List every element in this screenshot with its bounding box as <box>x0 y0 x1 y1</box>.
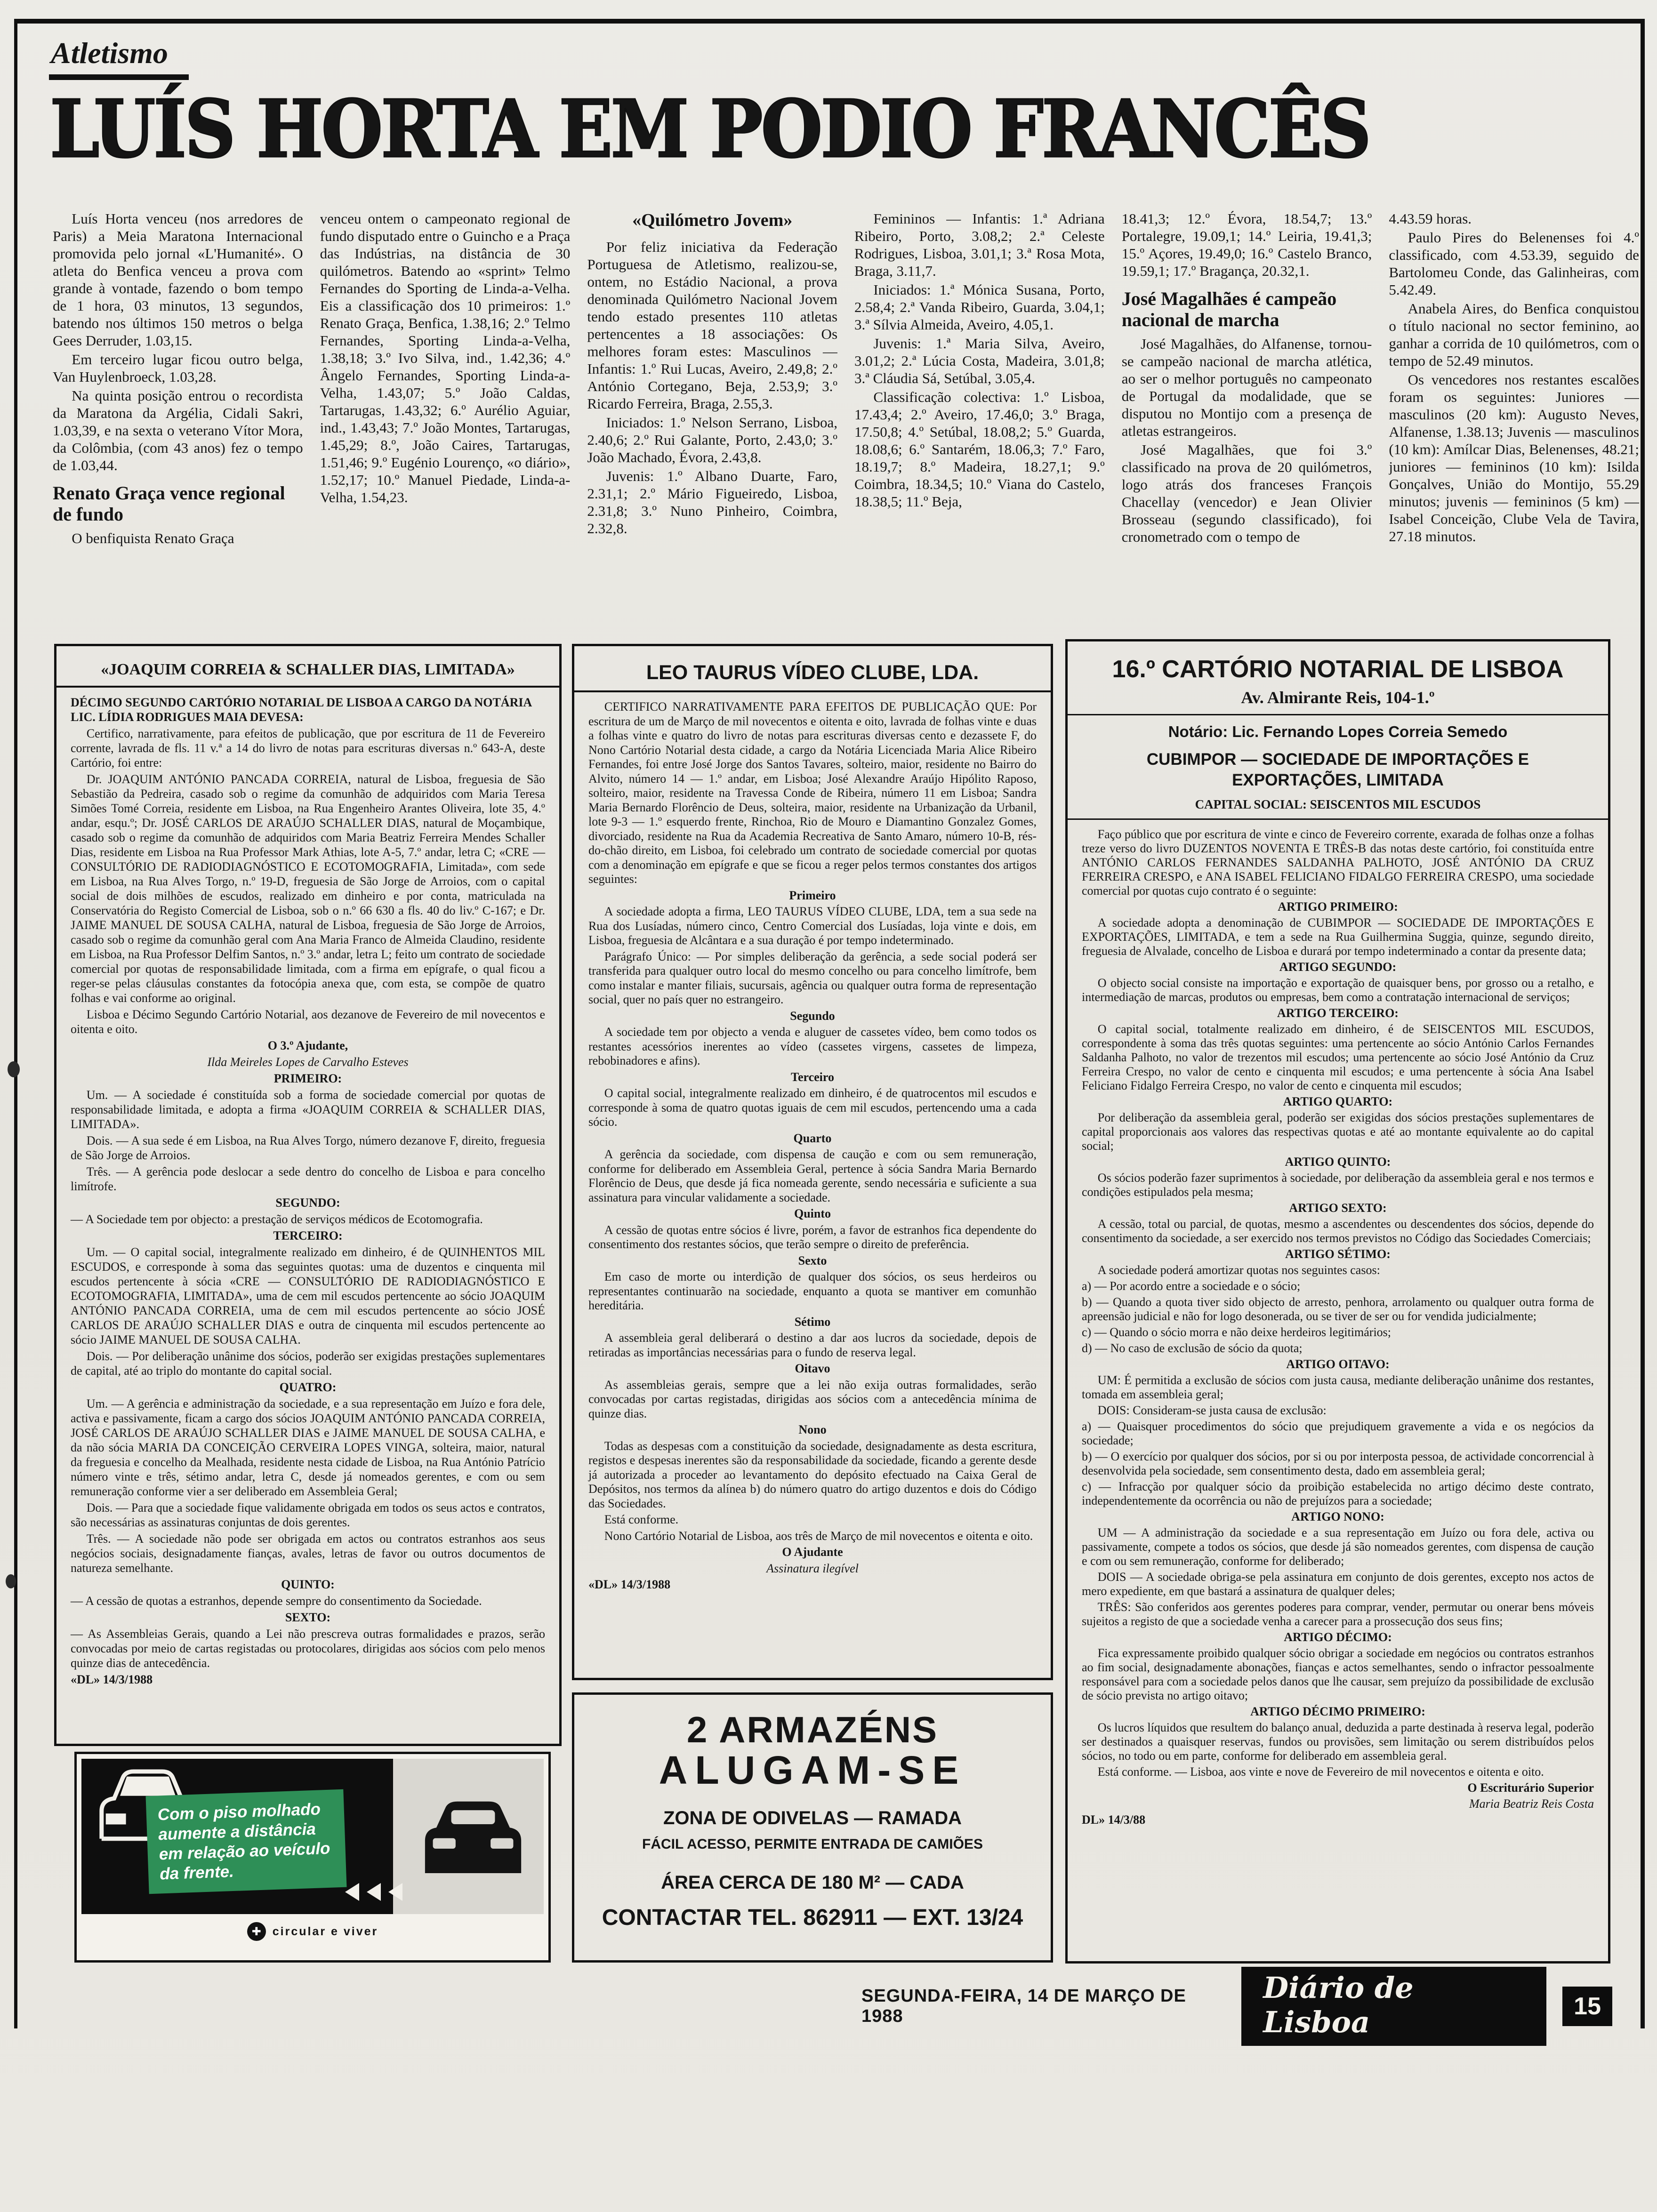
notice-cartorio <box>1065 639 1610 1964</box>
paragraph: Em caso de morte ou interdição de qualquer dos sócios, os seus herdeiros ou representantes continuarão na sociedade, enquanto a quota se mantiver em comunhão hereditária. <box>588 1270 1037 1312</box>
page-number: 15 <box>1562 1987 1612 2026</box>
paragraph: Quarto <box>793 1131 832 1145</box>
company-name: CUBIMPOR — SOCIEDADE DE IMPORTAÇÕES E EXPORTAÇÕES, LIMITADA <box>1146 750 1529 789</box>
paragraph: DL» 14/3/88 <box>1082 1813 1146 1827</box>
paragraph: Terceiro <box>791 1070 834 1084</box>
paragraph: O capital social, totalmente realizado em dinheiro, é de SEISCENTOS MIL ESCUDOS, correspondente à soma das três quotas seguintes: uma pertencente ao sócio António Carlos Fernandes Saldanha Palhoto, no valor de trezentos mil escudos; uma pertencente ao sócio José António da Cruz Ferreira Crespo, no valor de cento e cinquenta mil escudos; e uma pertencente à sócia Ana Isabel Feliciano Fidalgo Ferreira Crespo, no valor de cento e cinquenta mil escudos; <box>1082 1022 1594 1092</box>
paragraph: A gerência da sociedade, com dispensa de caução e com ou sem remuneração, conforme for deliberado em Assembleia Geral, pertence à sócia Sandra Maria Bernardo Florêncio de Deus, que desde já fica nomeada gerente, sendo necessária e suficiente a sua assinatura para vincular validamente a sociedade. <box>588 1147 1037 1204</box>
paragraph: QUINTO: <box>281 1578 335 1591</box>
paragraph: — A cessão de quotas a estranhos, depende sempre do consentimento da Sociedade. <box>71 1594 482 1608</box>
paragraph: ARTIGO SEXTO: <box>1289 1201 1387 1215</box>
car-rear-icon <box>412 1792 534 1881</box>
paragraph: SEGUNDO: <box>275 1196 340 1210</box>
paragraph: «Quilómetro Jovem» <box>632 210 793 230</box>
paragraph: O Escriturário Superior <box>1467 1781 1594 1795</box>
paragraph: José Magalhães é campeão nacional de marcha <box>1121 288 1337 330</box>
page-border-top <box>14 19 1645 24</box>
notary-office-title: 16.º CARTÓRIO NOTARIAL DE LISBOA <box>1112 656 1564 683</box>
paragraph: — As Assembleias Gerais, quando a Lei não prescreva outras formalidades e prazos, serão convocadas por meio de cartas registadas ou protocolares, dirigidas aos sócios com pelo menos quinze dias de antecedência. <box>71 1627 545 1670</box>
paragraph: Três. — A sociedade não pode ser obrigada em actos ou contratos estranhos aos seus negócios sociais, designadamente fianças, avales, letras de favor ou outros documentos de natureza semelhante. <box>71 1532 545 1575</box>
section-label-text: Atletismo <box>51 36 168 70</box>
paragraph: CERTIFICO NARRATIVAMENTE PARA EFEITOS DE PUBLICAÇÃO QUE: Por escritura de um de Março de mil novecentos e oitenta e oito, lavrada de folhas vinte e duas a folhas vinte e quatro do livro de notas para escrituras diversas cento e dezassete F, do Nono Cartório Notarial desta cidade, a cargo da Notária Licenciada Maria Alice Ribeiro Fernandes, foi entre José Jorge dos Santos Tavares, solteiro, maior, residente no Bairro do Alvito, número 14 — 1.º andar, em Lisboa; José Alexandre Araújo Hipólito Raposo, solteiro, maior, residente na Travessa Conde de Ribeira, número 11 em Lisboa; Sandra Maria Bernardo Florêncio de Deus, solteira, maior, residente na Urbanização da Urbanil, lote 9-3 — 1.º esquerdo frente, Rinchoa, Rio de Mouro e Diamantino Gonzalez Gomes, divorciado, residente na Rua da Academia Recreativa de Santo Amaro, número 10-B, rés-do-chão direito, em Lisboa, foi celebrado um contrato de sociedade comercial por quotas com a denominação em epígrafe e que se ficou a reger pelos termos constantes dos artigos seguintes: <box>588 700 1037 886</box>
ad-headline-line2: ALUGAM-SE <box>659 1747 966 1792</box>
ad-warehouses <box>572 1692 1053 1963</box>
divider <box>56 686 559 688</box>
paragraph: Maria Beatriz Reis Costa <box>1469 1797 1594 1811</box>
paragraph: Em terceiro lugar ficou outro belga, Van Huylenbroeck, 1.03,28. <box>53 351 303 385</box>
paragraph: ARTIGO TERCEIRO: <box>1277 1006 1399 1020</box>
paragraph: ARTIGO SEGUNDO: <box>1279 960 1397 974</box>
paragraph: Iniciados: 1.º Nelson Serrano, Lisboa, 2.40,6; 2.º Rui Galante, Porto, 2.43,0; 3.º João Machado, Évora, 2.43,8. <box>587 414 838 465</box>
paragraph: Por feliz iniciativa da Federação Portuguesa de Atletismo, realizou-se, ontem, no Estádio Nacional, a prova denominada Quilómetro Nacional Jovem tendo estado presentes 110 atletas pertencentes a 18 associações: Os melhores foram estes: Masculinos — Infantis: 1.º Rui Lucas, Aveiro, 2.49,8; 2.º António Cortegano, Beja, 2.53,9; 3.º Ricardo Ferreira, Braga, 2.55,3. <box>587 239 838 412</box>
notice-body <box>588 700 1037 1592</box>
paragraph: ARTIGO NONO: <box>1291 1510 1384 1523</box>
paragraph: Quinto <box>794 1207 831 1220</box>
paragraph: Um. — O capital social, integralmente realizado em dinheiro, é de QUINHENTOS MIL ESCUDOS, e corresponde à soma das seguintes quotas: uma de duzentos e cinquenta mil escudos pertencente à sócia «CRE — CONSULTÓRIO DE RADIODIAGNÓSTICO E ECOTOMOGRAFIA, LIMITADA», uma de cem mil escudos pertencente ao sócio JOAQUIM ANTÓNIO PANCADA CORREIA, uma de cem mil escudos pertencente ao sócio JOSÉ CARLOS DE ARAÚJO SCHALLER DIAS e outra de cinquenta mil escudos pertencente ao sócio JAIME MANUEL DE SOUSA CALHA. <box>71 1245 545 1346</box>
paragraph: Na quinta posição entrou o recordista da Maratona da Argélia, Cidali Sakri, 1.03,39, e na sexta o veterano Vítor Mora, da Colômbia, (com 43 anos) fez o tempo de 1.03,44. <box>53 387 303 473</box>
paragraph: venceu ontem o campeonato regional de fundo disputado entre o Guincho e a Praça das Indústrias, na distância de 30 quilómetros. Batendo ao «sprint» Telmo Fernandes do Sporting de Linda-a-Velha. Eis a classificação dos 10 primeiros: 1.º Renato Graça, Benfica, 1.38,16; 2.º Telmo Fernandes, Sporting Linda-a-Velha, 1.38,18; 3.º Ivo Silva, ind., 1.42,36; 4.º Ângelo Fernandes, Sporting Linda-a-Velha, 1.43,07; 5.º João Caldas, Tartarugas, 1.43,32; 6.º Aurélio Aguiar, ind., 1.43,43; 7.º João Montes, Tartarugas, 1.45,29; 8.º, João Caires, Tartarugas, 1.51,46; 9.º Eugénio Lourenço, «o diário», 1.52,17; 10.º Manuel Piedade, Linda-a-Velha, 1.54,23. <box>320 210 571 505</box>
paragraph: a) — Quaisquer procedimentos do sócio que prejudiquem gravemente a vida e os negócios da sociedade; <box>1082 1419 1594 1447</box>
divider <box>1068 818 1608 820</box>
article-column-1 <box>53 210 303 628</box>
paragraph: ARTIGO SÉTIMO: <box>1285 1247 1391 1261</box>
paragraph: O benfiquista Renato Graça <box>72 530 234 546</box>
athletics-article <box>53 210 1639 628</box>
campaign-name: circular e viver <box>272 1924 378 1938</box>
paragraph: Parágrafo Único: — Por simples deliberação da gerência, a sede social poderá ser transferida para qualquer outro local do mesmo concelho ou para concelho limítrofe, bem como instalar e manter filiais, sucursais, agência ou qualquer outra forma de representação social, quer no país quer no estrangeiro. <box>588 949 1037 1006</box>
paragraph: b) — Quando a quota tiver sido objecto de arresto, penhora, arrolamento ou qualquer outra forma de apreensão judicial e não for logo desonerada, ou se tiver de ser ou for vendida judicialmente; <box>1082 1295 1594 1323</box>
paragraph: Juvenis: 1.º Albano Duarte, Faro, 2.31,1; 2.º Mário Figueiredo, Lisboa, 2.31,8; 3.º Nuno Pinheiro, Coimbra, 2.32,8. <box>587 468 838 537</box>
paragraph: Primeiro <box>789 888 836 902</box>
ad-graphic <box>81 1759 544 1914</box>
paragraph: ARTIGO PRIMEIRO: <box>1278 900 1398 914</box>
paragraph: Dois. — A sua sede é em Lisboa, na Rua Alves Torgo, número dezanove F, direito, freguesia de São Jorge de Arroios. <box>71 1134 545 1162</box>
paragraph: Faço público que por escritura de vinte e cinco de Fevereiro corrente, exarada de folhas onze a folhas treze verso do livro DUZENTOS NOVENTA E TRÊS-B das notas deste cartório, foi constituída entre ANTÓNIO CARLOS FERNANDES SALDANHA PALHOTO, JOSÉ ANTÓNIO DA CRUZ FERREIRA CRESPO, e ANA ISABEL FELICIANO FIDALGO FERREIRA CRESPO, uma sociedade comercial por quotas cujo contrato é o seguinte: <box>1082 827 1594 898</box>
paragraph: A cessão, total ou parcial, de quotas, mesmo a ascendentes ou descendentes dos sócios, depende do consentimento da sociedade, a ser exercido nos termos previstos no Código das Sociedades Comerciais; <box>1082 1217 1594 1245</box>
paragraph: A sociedade tem por objecto a venda e aluguer de cassetes vídeo, bem como todos os restantes acessórios inerentes ao vídeo (cassetes virgens, cassetes de limpeza, rebobinadores e afins). <box>588 1025 1037 1067</box>
paragraph: Renato Graça vence regional de fundo <box>53 482 285 525</box>
page-border-right <box>1641 19 1645 2028</box>
paragraph: Assinatura ilegível <box>766 1561 859 1575</box>
paragraph: 18.41,3; 12.º Évora, 18.54,7; 13.º Portalegre, 19.09,1; 14.º Leiria, 19.41,3; 15.º Açores, 19.49,0; 16.º Castelo Branco, 19.59,1; 17.º Bragança, 20.32,1. <box>1121 210 1372 279</box>
paragraph: Dois. — Para que a sociedade fique validamente obrigada em todos os seus actos e contratos, são necessárias as assinaturas conjuntas de dois gerentes. <box>71 1501 545 1529</box>
paragraph: Está conforme. <box>604 1513 679 1526</box>
paragraph: Sétimo <box>794 1314 831 1329</box>
paragraph: Por deliberação da assembleia geral, poderão ser exigidas dos sócios prestações suplementares de capital proporcionais aos valores das respectivas quotas e até ao montante equivalente ao do capital social; <box>1082 1111 1594 1153</box>
paragraph: Classificação colectiva: 1.º Lisboa, 17.43,4; 2.º Aveiro, 17.46,0; 3.º Braga, 17.50,8; 4.º Setúbal, 18.08,2; 5.º Guarda, 18.08,6; 6.º Santarém, 18.06,3; 7.º Faro, 18.19,7; 8.º Madeira, 18.27,1; 9.º Coimbra, 18.34,5; 10.º Viana do Castelo, 18.38,5; 11.º Beja, <box>854 389 1105 510</box>
ad-zone-line: ZONA DE ODIVELAS — RAMADA <box>663 1808 962 1829</box>
paragraph: O 3.º Ajudante, <box>267 1039 348 1052</box>
paragraph: «DL» 14/3/1988 <box>588 1578 671 1591</box>
paragraph: ARTIGO DÉCIMO PRIMEIRO: <box>1250 1705 1425 1718</box>
paragraph: DÉCIMO SEGUNDO CARTÓRIO NOTARIAL DE LISBOA A CARGO DA NOTÁRIA LIC. LÍDIA RODRIGUES MAIA DEVESA: <box>71 696 531 724</box>
paragraph: Ilda Meireles Lopes de Carvalho Esteves <box>207 1055 409 1069</box>
paragraph: Dr. JOAQUIM ANTÓNIO PANCADA CORREIA, natural de Lisboa, freguesia de São Sebastião da Pedreira, casado sob o regime da comunhão de adquiridos com Maria Teresa Simões Tomé Correia, residente em Lisboa, na Rua Engenheiro Arantes Oliveira, lote 35, 4.º andar, esqu.º; Dr. JOSÉ CARLOS DE ARAÚJO SCHALLER DIAS, natural de Moçambique, casado sob o regime da comunhão de adquiridos com Maria Beatriz Ferreira Mendes Schaller Dias, residente em Lisboa na Rua Professor Mark Athias, lote A-5, 7.º andar, letra C; «CRE — CONSULTÓRIO DE RADIODIAGNÓSTICO E ECOTOMOGRAFIA, Limitada», com sede em Lisboa, na Rua Alves Torgo, n.º 19-D, freguesia de São Jorge de Arroios, com o capital social de dois milhões de escudos, realizado em dinheiro e por conta, matriculada na Conservatória do Registo Comercial de Lisboa, sob o n.º 66 630 a fls. 40 do liv.º C-167; e Dr. JAIME MANUEL DE SOUSA CALHA, natural de Lisboa, freguesia de São Jorge de Arroios, casado sob o regime da comunhão geral com Ana Maria Franco de Almeida Claudino, residente em Lisboa, na Rua Professor Delfim Santos, n.º 3.º andar, letra L; feito um contrato de sociedade comercial por quotas de responsabilidade limitada, com a firma em epígrafe, o qual ficou a reger-se pelas cláusulas constantes da fotocópia anexa que, com esta, se compõe de quatro folhas e vai conforme ao original. <box>71 772 545 1005</box>
paragraph: O objecto social consiste na importação e exportação de quaisquer bens, por grosso ou a retalho, e intermediação de marcas, produtos ou empresas, bem como a contratação internacional de serviços; <box>1082 976 1594 1004</box>
safety-campaign-logo: ✚ <box>247 1922 266 1941</box>
paragraph: Um. — A sociedade é constituída sob a forma de sociedade comercial por quotas de responsabilidade limitada, e adopta a firma «JOAQUIM CORREIA & SCHALLER DIAS, LIMITADA». <box>71 1088 545 1131</box>
paragraph: A cessão de quotas entre sócios é livre, porém, a favor de estranhos fica dependente do consentimento dos restantes sócios, que terão sempre o direito de preferência. <box>588 1223 1037 1251</box>
paragraph: c) — Infracção por qualquer sócio da proibição estabelecida no artigo décimo deste contrato, independentemente da ocorrência ou não de prejuízos para a sociedade; <box>1082 1480 1594 1507</box>
paragraph: Paulo Pires do Belenenses foi 4.º classificado, com 4.53.39, seguido de Bartolomeu Conde, das Galinheiras, com 5.42.49. <box>1389 229 1639 298</box>
paragraph: As assembleias gerais, sempre que a lei não exija outras formalidades, serão convocadas por cartas registadas, dirigidas aos sócios com a antecedência mínima de quinze dias. <box>588 1378 1037 1420</box>
paragraph: Juvenis: 1.ª Maria Silva, Aveiro, 3.01,2; 2.ª Lúcia Costa, Madeira, 3.01,8; 3.ª Cláudia Sá, Setúbal, 3.05,4. <box>854 335 1105 386</box>
page-border-left <box>14 19 17 2028</box>
paragraph: a) — Por acordo entre a sociedade e o sócio; <box>1082 1279 1301 1293</box>
notice-joaquim-schaller <box>54 644 562 1746</box>
newspaper-masthead: Diário de Lisboa <box>1241 1967 1546 2046</box>
paragraph: b) — O exercício por qualquer dos sócios, por si ou por interposta pessoa, de actividade concorrencial à desenvolvida pela sociedade, sem consentimento desta, dado em assembleia geral; <box>1082 1450 1594 1477</box>
footer-date: SEGUNDA-FEIRA, 14 DE MARÇO DE 1988 <box>861 1986 1186 2026</box>
notary-name: Notário: Lic. Fernando Lopes Correia Semedo <box>1168 723 1508 740</box>
paragraph: A sociedade poderá amortizar quotas nos seguintes casos: <box>1097 1263 1380 1277</box>
paragraph: UM: É permitida a exclusão de sócios com justa causa, mediante deliberação unânime dos restantes, tomada em assembleia geral; <box>1082 1373 1594 1401</box>
paragraph: Dois. — Por deliberação unânime dos sócios, poderão ser exigidas prestações suplementares de capital, até ao triplo do montante do capital social. <box>71 1349 545 1378</box>
paragraph: TERCEIRO: <box>273 1229 343 1242</box>
notice-title: LEO TAURUS VÍDEO CLUBE, LDA. <box>646 661 979 684</box>
ink-mark <box>6 1574 16 1588</box>
paragraph: Certifico, narrativamente, para efeitos de publicação, que por escritura de 11 de Fevereiro corrente, lavrada de fls. 11 v.ª a 14 do livro de notas para escrituras diversas n.º 643-A, deste Cartório, foi entre: <box>71 727 545 769</box>
paragraph: Está conforme. — Lisboa, aos vinte e nove de Fevereiro de mil novecentos e oitenta e oito. <box>1097 1765 1544 1779</box>
paragraph: «DL» 14/3/1988 <box>71 1673 153 1686</box>
paragraph: TRÊS: São conferidos aos gerentes poderes para comprar, vender, permutar ou onerar bens móveis sujeitos a registo de que a sociedade venha a carecer para a prossecução dos seus fins; <box>1082 1600 1594 1628</box>
ink-mark <box>8 1061 20 1077</box>
notary-address: Av. Almirante Reis, 104-1.º <box>1241 688 1435 707</box>
headline: LUÍS HORTA EM PODIO FRANCÊS <box>50 83 1370 176</box>
article-column-4 <box>854 210 1105 628</box>
paragraph: ARTIGO QUINTO: <box>1285 1155 1391 1169</box>
divider <box>1068 714 1608 715</box>
paragraph: Nono <box>798 1423 827 1436</box>
paragraph: Segundo <box>790 1009 835 1023</box>
paragraph: Fica expressamente proibido qualquer sócio obrigar a sociedade em negócios ou contratos estranhos ao fim social, designadamente abonações, fianças e actos semelhantes, sendo o infractor pessoalmente responsável para com a sociedade pelos danos que lhe causar, sem prejuízo da possibilidade de exclusão de sócio prevista no artigo oitavo; <box>1082 1646 1594 1702</box>
ad-road-safety <box>74 1752 551 1963</box>
notice-title: «JOAQUIM CORREIA & SCHALLER DIAS, LIMITADA» <box>101 661 515 678</box>
ad-contact-line: CONTACTAR TEL. 862911 — EXT. 13/24 <box>602 1905 1023 1931</box>
paragraph: Três. — A gerência pode deslocar a sede dentro do concelho de Lisboa e para concelho limítrofe. <box>71 1165 545 1193</box>
paragraph: José Magalhães, que foi 3.º classificado na prova de 20 quilómetros, logo atrás dos franceses François Chacellay (vencedor) e Jean Olivier Brosseau (segundo classificado), foi cronometrado com o tempo de <box>1121 441 1372 545</box>
page-footer <box>861 1971 1612 2039</box>
ad-area-line: ÁREA CERCA DE 180 M² — CADA <box>661 1872 964 1893</box>
paragraph: Um. — A gerência e administração da sociedade, e a sua representação em Juízo e fora dele, activa e passivamente, ficam a cargo dos sócios JOAQUIM ANTÓNIO PANCADA CORREIA, JOSÉ CARLOS DE ARAÚJO SCHALLER DIAS e JAIME MANUEL DE SOUSA CALHA, e da não sócia MARIA DA CONCEIÇÃO CERVEIRA LOPES VINGA, solteira, maior, natural da freguesia e concelho da Mealhada, residente nesta cidade de Lisboa, na Rua António Patrício número vinte e três, sétimo andar, letra C, desde já nomeados gerentes, e com ou sem remuneração conforme vier a ser deliberado em Assembleia Geral; <box>71 1397 545 1498</box>
paragraph: PRIMEIRO: <box>273 1072 342 1085</box>
ad-access-line: FÁCIL ACESSO, PERMITE ENTRADA DE CAMIÕES <box>642 1836 983 1852</box>
paragraph: DOIS: Consideram-se justa causa de exclusão: <box>1097 1403 1327 1417</box>
paragraph: SEXTO: <box>285 1611 331 1624</box>
capital-line: CAPITAL SOCIAL: SEISCENTOS MIL ESCUDOS <box>1195 797 1481 811</box>
paragraph: Os lucros líquidos que resultem do balanço anual, deduzida a parte destinada à reserva legal, poderão ser destinados a quaisquer reservas, fundos ou provisões, sem limitação ou serem distribuídos pelos sócios, no todo ou em parte, conforme for deliberado em assembleia geral. <box>1082 1721 1594 1763</box>
paragraph: 4.43.59 horas. <box>1389 210 1472 227</box>
paragraph: ARTIGO DÉCIMO: <box>1284 1630 1392 1644</box>
paragraph: O Ajudante <box>782 1545 843 1559</box>
paragraph: d) — No caso de exclusão de sócio da quota; <box>1082 1341 1303 1355</box>
paragraph: Sexto <box>798 1253 827 1267</box>
notice-leo-taurus <box>572 644 1053 1680</box>
paragraph: O capital social, integralmente realizado em dinheiro, é de quatrocentos mil escudos e corresponde à soma de quatro quotas iguais de cem mil escudos, pertencendo uma a cada sócio. <box>588 1086 1037 1129</box>
safety-slogan: Com o piso molhado aumente a distância em relação ao veículo da frente. <box>157 1800 331 1883</box>
paragraph: Oitavo <box>795 1362 830 1375</box>
paragraph: c) — Quando o sócio morra e não deixe herdeiros legitimários; <box>1082 1325 1392 1339</box>
notice-body <box>1082 827 1594 1827</box>
paragraph: Os vencedores nos restantes escalões foram os seguintes: Juniores — masculinos (20 km): Augusto Neves, Alfanense, 1.38.13; Juvenis — masculinos (10 km): Amílcar Dias, Belenenses, 48.21; juniores — femininos (10 km): Isilda Gonçalves, União do Montijo, 55.29 minutos; juvenis — femininos (5 km) — Isabel Conceição, Clube Vela de Tavira, 27.18 minutos. <box>1389 371 1639 545</box>
paragraph: A assembleia geral deliberará o destino a dar aos lucros da sociedade, depois de retiradas as importâncias necessárias para o fundo de reserva legal. <box>588 1331 1037 1359</box>
paragraph: A sociedade adopta a firma, LEO TAURUS VÍDEO CLUBE, LDA, tem a sua sede na Rua dos Lusíadas, número cinco, Centro Comercial dos Lusíadas, loja vinte e dois, em Lisboa, freguesia de Alcântara e a sua duração é por tempo indeterminado. <box>588 905 1037 947</box>
article-column-3 <box>587 210 837 628</box>
safety-slogan-panel <box>145 1789 346 1894</box>
article-column-2 <box>320 210 571 628</box>
paragraph: Luís Horta venceu (nos arredores de Paris) a Meia Maratona Internacional promovida pelo jornal «L'Humanité». O atleta do Benfica venceu a prova com grande à vontade, fazendo o bom tempo de 1 hora, 03 minutos, 13 segundos, batendo nos últimos 150 metros o belga Gees Derruder, 1.03,15. <box>53 210 303 349</box>
ad-campaign-footer <box>81 1914 544 1949</box>
arrow-left-icons <box>345 1883 402 1901</box>
paragraph: A sociedade adopta a denominação de CUBIMPOR — SOCIEDADE DE IMPORTAÇÕES E EXPORTAÇÕES, LIMITADA, e tem a sede na Rua Guilhermina Suggia, quinze, segundo direito, freguesia de Alvalade, concelho de Lisboa e durará por tempo indeterminado a contar da presente data; <box>1082 916 1594 958</box>
paragraph: Nono Cartório Notarial de Lisboa, aos três de Março de mil novecentos e oitenta e oito. <box>604 1529 1033 1543</box>
paragraph: Femininos — Infantis: 1.ª Adriana Ribeiro, Porto, 3.08,2; 2.ª Celeste Rodrigues, Lisboa, 3.01,1; 3.ª Rosa Mota, Braga, 3.11,7. <box>854 210 1105 279</box>
paragraph: ARTIGO OITAVO: <box>1286 1357 1390 1371</box>
paragraph: QUATRO: <box>279 1380 337 1394</box>
ad-headline-line1: 2 ARMAZÉNS <box>686 1709 939 1750</box>
paragraph: José Magalhães, do Alfanense, tornou-se campeão nacional de marcha atlética, ao ser o melhor português no campeonato de Portugal da modalidade, que se disputou no Montijo com a presença de atletas estrangeiros. <box>1121 336 1372 439</box>
paragraph: Todas as despesas com a constituição da sociedade, designadamente as desta escritura, registos e despesas inerentes são da responsabilidade da sociedade, ficando a gerente desde já autorizada a proceder ao levantamento do depósito efectuado na Caixa Geral de Depósitos, nos termos da alínea b) do número quatro do artigo duzentos e dois do Código das Sociedades. <box>588 1439 1037 1510</box>
paragraph: Os sócios poderão fazer suprimentos à sociedade, por deliberação da assembleia geral e nos termos e condições estipulados pela mesma; <box>1082 1171 1594 1199</box>
paragraph: ARTIGO QUARTO: <box>1283 1095 1393 1108</box>
article-column-6 <box>1389 210 1639 628</box>
section-label <box>49 36 189 80</box>
divider <box>574 690 1051 692</box>
paragraph: Lisboa e Décimo Segundo Cartório Notarial, aos dezanove de Fevereiro de mil novecentos e oitenta e oito. <box>71 1008 545 1036</box>
paragraph: DOIS — A sociedade obriga-se pela assinatura em conjunto de dois gerentes, excepto nos actos de mero expediente, em que bastará a assinatura de qualquer deles; <box>1082 1570 1594 1598</box>
paragraph: UM — A administração da sociedade e a sua representação em Juízo ou fora dele, activa ou passivamente, compete a todos os sócios, que desde já são nomeados gerentes, com dispensa de caução e com ou sem remuneração, conforme for deliberado; <box>1082 1526 1594 1568</box>
paragraph: Iniciados: 1.ª Mónica Susana, Porto, 2.58,4; 2.ª Vanda Ribeiro, Guarda, 3.04,1; 3.ª Sílvia Almeida, Aveiro, 4.05,1. <box>854 281 1105 333</box>
paragraph: — A Sociedade tem por objecto: a prestação de serviços médicos de Ecotomografia. <box>71 1212 483 1226</box>
paragraph: Anabela Aires, do Benfica conquistou o título nacional no sector feminino, ao ganhar a corrida de 10 quilómetros, com o tempo de 52.49 minutos. <box>1389 300 1639 369</box>
notice-body <box>71 695 545 1687</box>
article-column-5 <box>1122 210 1372 628</box>
